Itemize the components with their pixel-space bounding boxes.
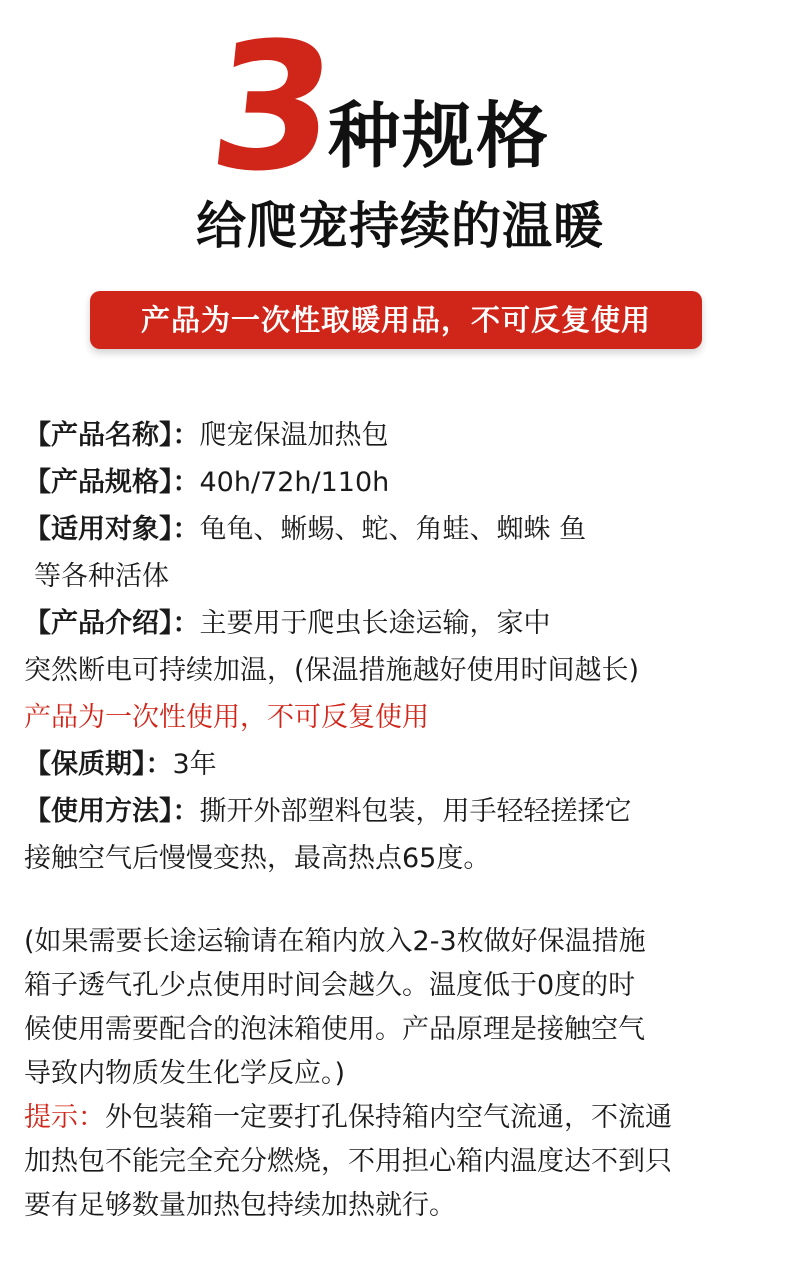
product-name-value: 爬宠保温加热包 <box>199 420 389 451</box>
note-line-1: (如果需要长途运输请在箱内放入2-3枚做好保温措施 <box>24 926 646 957</box>
tip-line-1: 外包装箱一定要打孔保持箱内空气流通，不流通 <box>105 1102 672 1133</box>
spec-heading: 种规格 <box>328 94 551 178</box>
product-size-row <box>24 459 764 506</box>
single-use-note: 产品为一次性使用，不可反复使用 <box>24 702 429 733</box>
note-line-4: 导致内物质发生化学反应。) <box>24 1058 346 1089</box>
usage-value: 撕开外部塑料包装，用手轻轻搓揉它 <box>199 796 632 827</box>
hero-section <box>0 0 790 380</box>
target-value: 龟龟、蜥蜴、蛇、角蛙、蜘蛛 鱼 <box>199 514 587 545</box>
product-size-label: 【产品规格】： <box>24 467 200 498</box>
usage-label: 【使用方法】： <box>24 796 200 827</box>
usage-value-continued: 接触空气后慢慢变热，最高热点65度。 <box>24 843 491 874</box>
intro-value-continued: 突然断电可持续加温，(保温措施越好使用时间越长) <box>24 655 640 686</box>
product-name-label: 【产品名称】： <box>24 420 200 451</box>
spec-count-number: 3 <box>201 5 342 210</box>
product-size-value: 40h/72h/110h <box>199 467 390 498</box>
note-line-2: 箱子透气孔少点使用时间会越久。温度低于0度的时 <box>24 970 636 1001</box>
usage-row <box>24 788 764 835</box>
tip-line-3: 要有足够数量加热包持续加热就行。 <box>24 1190 456 1221</box>
note-line-3: 候使用需要配合的泡沫箱使用。产品原理是接触空气 <box>24 1014 645 1045</box>
transport-notes <box>24 920 774 1228</box>
target-value-continued: 等各种活体 <box>34 561 169 592</box>
shelf-life-label: 【保质期】： <box>24 749 173 780</box>
target-row <box>24 506 764 553</box>
shelf-life-row <box>24 741 764 788</box>
single-use-banner: 产品为一次性取暖用品，不可反复使用 <box>90 291 702 349</box>
product-info <box>24 412 764 882</box>
intro-row <box>24 600 764 647</box>
shelf-life-value: 3年 <box>172 749 217 780</box>
product-name-row <box>24 412 764 459</box>
tip-line-2: 加热包不能完全充分燃烧，不用担心箱内温度达不到只 <box>24 1146 672 1177</box>
tip-label: 提示： <box>24 1102 105 1133</box>
intro-value: 主要用于爬虫长途运输，家中 <box>199 608 551 639</box>
target-label: 【适用对象】： <box>24 514 200 545</box>
intro-label: 【产品介绍】： <box>24 608 200 639</box>
hero-subtitle: 给爬宠持续的温暖 <box>196 197 604 255</box>
tip-row <box>24 1096 774 1140</box>
